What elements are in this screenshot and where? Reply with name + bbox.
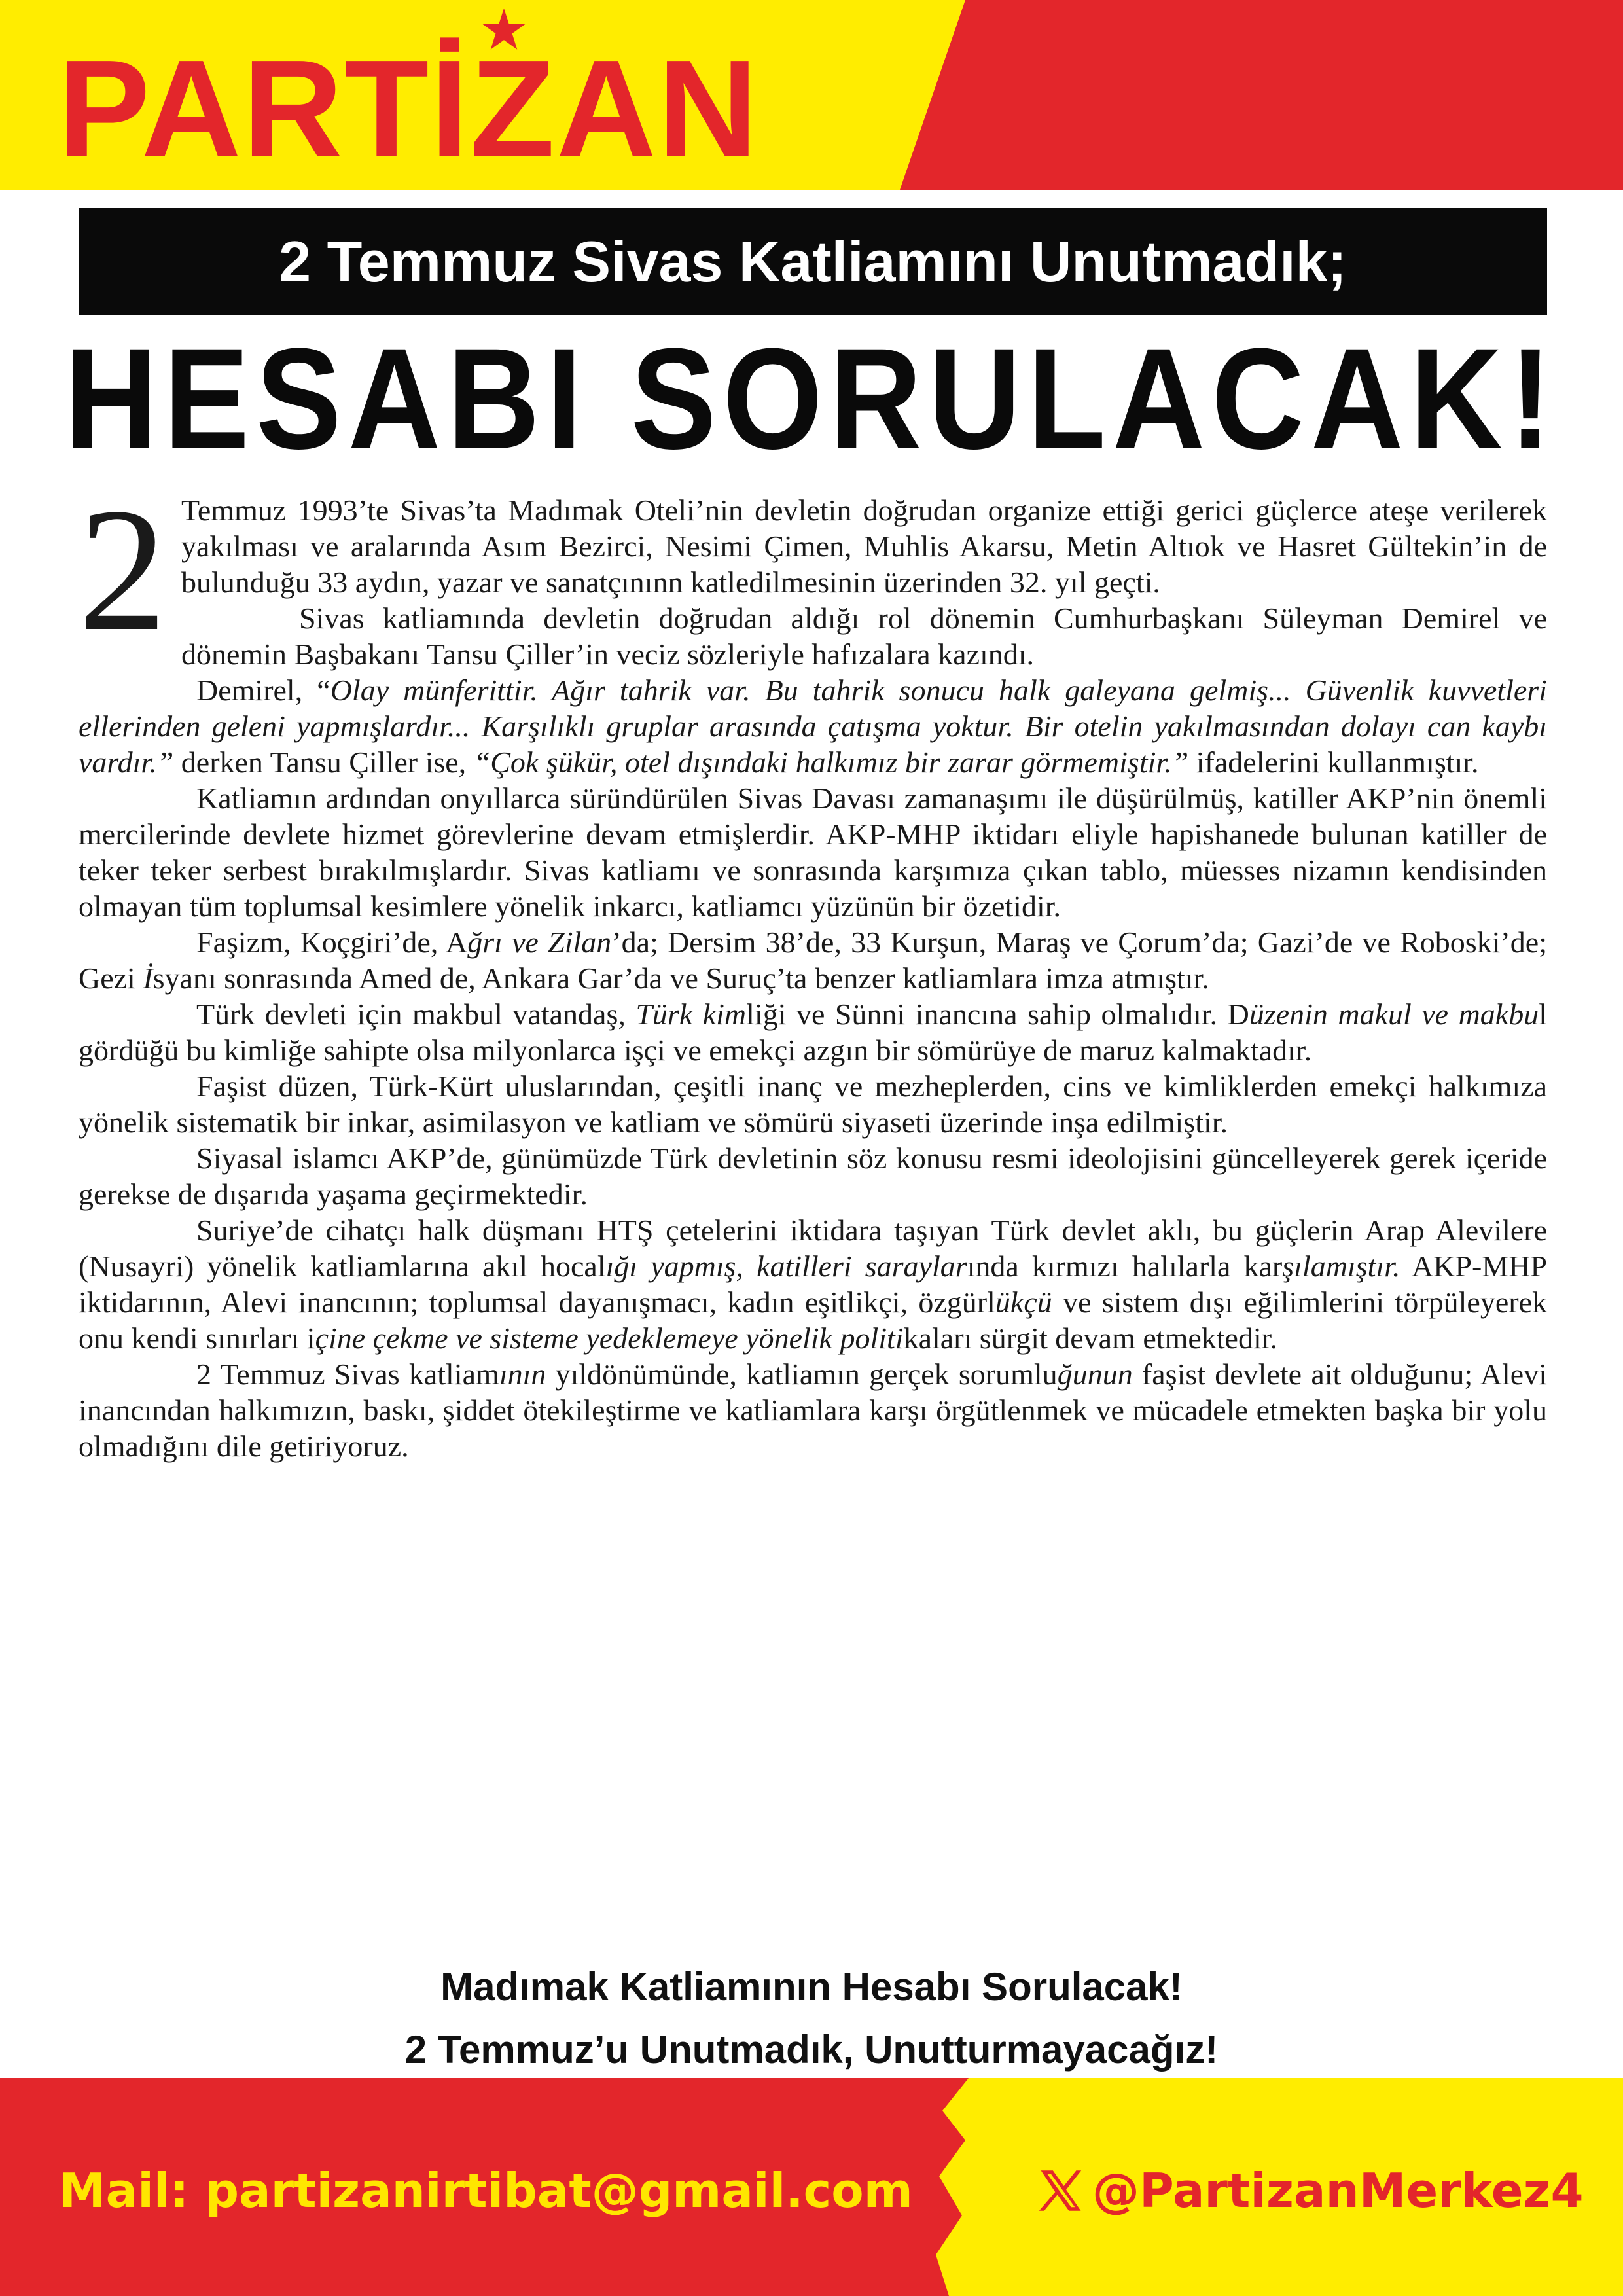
text-run: faşist devlete ait olduğunu; Alevi inancından halkımızın, baskı, şiddet ötekileştirme ve katliamlara karşı örgütlenmek ve mücadele etmekten başka bir yolu olmadığını dile getiriyoruz. <box>79 1357 1547 1463</box>
paragraph-3 <box>79 672 1547 780</box>
italic-run: çine çekme ve sisteme yedeklemeye yönelik politi <box>315 1321 904 1355</box>
italic-run: ığı yapmış, katilleri saraylar <box>605 1249 967 1283</box>
text-run: l gördüğü bu kimliğe sahipte olsa milyonlarca işçi ve emekçi azgın bir sömürüye de maruz kalmaktadır. <box>79 997 1547 1067</box>
text-run: syanı sonrasında Amed de, Ankara Gar’da ve Suruç’ta benzer katliamlara imza atmıştır. <box>152 961 1209 995</box>
slogan-2: 2 Temmuz’u Unutmadık, Unutturmayacağız! <box>404 2028 1219 2072</box>
paragraph-6 <box>79 996 1547 1068</box>
paragraph-10 <box>79 1356 1547 1464</box>
italic-run: şılamıştır. <box>1282 1249 1400 1283</box>
subtitle-bar <box>79 208 1547 315</box>
paragraph-8: Siyasal islamcı AKP’de, günümüzde Türk devletinin söz konusu resmi ideolojisini güncelleyerek gerek içeride gerekse de dışarıda yaşama geçirmektedir. <box>79 1141 1547 1211</box>
page-title: HESABI SORULACAK! <box>64 318 1559 479</box>
drop-cap: 2 <box>79 472 167 668</box>
text-run: ’da; Dersim 38’de, 33 Kurşun, Maraş ve Çorum’da; Gazi’de ve Roboski’de; Gezi <box>79 925 1548 995</box>
italic-run: ğrı ve Zilan <box>467 925 612 959</box>
italic-run: ının <box>499 1357 546 1391</box>
text-run: derken Tansu Çiller ise <box>173 745 459 779</box>
text-run: ifadelerini kullanmıştır. <box>1188 745 1479 779</box>
x-logo-icon <box>1037 2168 1083 2214</box>
slogan-1: Madımak Katliamının Hesabı Sorulacak! <box>440 1965 1183 2009</box>
text-run: Demirel, “ <box>196 673 330 707</box>
paragraph-7: Faşist düzen, Türk-Kürt uluslarından, çeşitli inanç ve mezheplerden, cins ve kimliklerden emekçi halkımıza yönelik sistematik bir inkar, asimilasyon ve katliam ve sömürü siyaseti üzerinde inşa edilmiştir. <box>79 1069 1547 1139</box>
subtitle: 2 Temmuz Sivas Katliamını Unutmadık; <box>279 228 1347 294</box>
italic-run: ğunun <box>1057 1357 1133 1391</box>
quote-demirel: Olay münferittir. Ağır tahrik var. Bu tahrik sonucu halk galeyana gelmiş... Güvenlik kuvvetleri ellerinden geleni yapmışlardır... Karşılıklı gruplar arasında çatışma yoktur. Bir otelin yakılmasından dolayı can kaybı vardır.” <box>79 673 1547 779</box>
text-run: 2 Temmuz Sivas katliam <box>196 1357 499 1391</box>
text-run: liği ve Sünni inancına sahip olmalıdır. D <box>746 997 1249 1031</box>
article-body <box>79 472 1548 1464</box>
paragraph-2: Sivas katliamında devletin doğrudan aldığı rol dönemin Cumhurbaşkanı Süleyman Demirel ve dönemin Başbakanı Tansu Çiller’in veciz sözleriyle hafızalara kazındı. <box>181 601 1547 671</box>
text-run: Faşizm, Koçgiri’de, A <box>196 925 468 959</box>
x-handle: @PartizanMerkez4 <box>1092 2163 1584 2218</box>
text-run: yıldönümünde, katliamın gerçek sorumlu <box>546 1357 1058 1391</box>
paragraph-text: Temmuz 1993’te Sivas’ta Madımak Oteli’nin devletin doğrudan organize ettiği gerici güçlerce ateşe verilerek yakılması ve aralarında Asım Bezirci, Nesimi Çimen, Muhlis Akarsu, Metin Altıok ve Hasret Gültekin’in de bulunduğu 33 aydın, yazar ve sanatçınınn katledilmesinin üzerinden 32. yıl geçti. <box>181 493 1547 599</box>
italic-run: üzenin makul ve makbu <box>1249 997 1539 1031</box>
text-run: Suriye’de cihatçı halk düşmanı HTŞ çetelerini iktidara taşıyan Türk devlet aklı, bu güçlerin Arap Alevilere (Nusayri) yönelik katliamlarına akıl hocal <box>79 1213 1547 1283</box>
text-run: ve sistem dışı eğilimlerini törpüleyerek onu kendi sınırları i <box>79 1285 1547 1355</box>
brand-logo: PARTİZAN <box>58 31 759 186</box>
paragraph-9 <box>79 1212 1547 1356</box>
quote-ciller: , “Çok şükür, otel dışındaki halkımız bir zarar görmemiştir.” <box>458 745 1189 779</box>
text-run: Türk devleti için makbul vatandaş, <box>196 997 636 1031</box>
paragraph-4: Katliamın ardından onyıllarca süründürülen Sivas Davası zamanaşımı ile düşürülmüş, katiller AKP’nin önemli mercilerinde devlete hizmet görevlerine devam etmişlerdir. AKP-MHP iktidarı eliyle hapishanede bulunan katiller de teker teker serbest bırakılmışlardır. Sivas katliamı ve sonrasında karşımıza çıkan tablo, müesses nizamın kendisinden olmayan tüm toplumsal kesimlere yönelik inkarcı, katliamcı yüzünün bir özetidir. <box>79 781 1547 923</box>
italic-run: Türk kim <box>635 997 747 1031</box>
paragraph-5 <box>79 924 1547 996</box>
text-run: kaları sürgit devam etmektedir. <box>903 1321 1278 1355</box>
x-handle-link[interactable] <box>1037 2163 1584 2218</box>
italic-run: İ <box>143 961 153 995</box>
contact-email[interactable]: Mail: partizanirtibat@gmail.com <box>59 2163 913 2218</box>
slogans <box>0 1956 1623 2081</box>
text-run: ında kırmızı halılarla kar <box>967 1249 1283 1283</box>
italic-run: ükçü <box>995 1285 1052 1319</box>
text-run: AKP-MHP iktidarının, Alevi inancının; toplumsal dayanışmacı, kadın eşitlikçi, özgürl <box>79 1249 1548 1319</box>
